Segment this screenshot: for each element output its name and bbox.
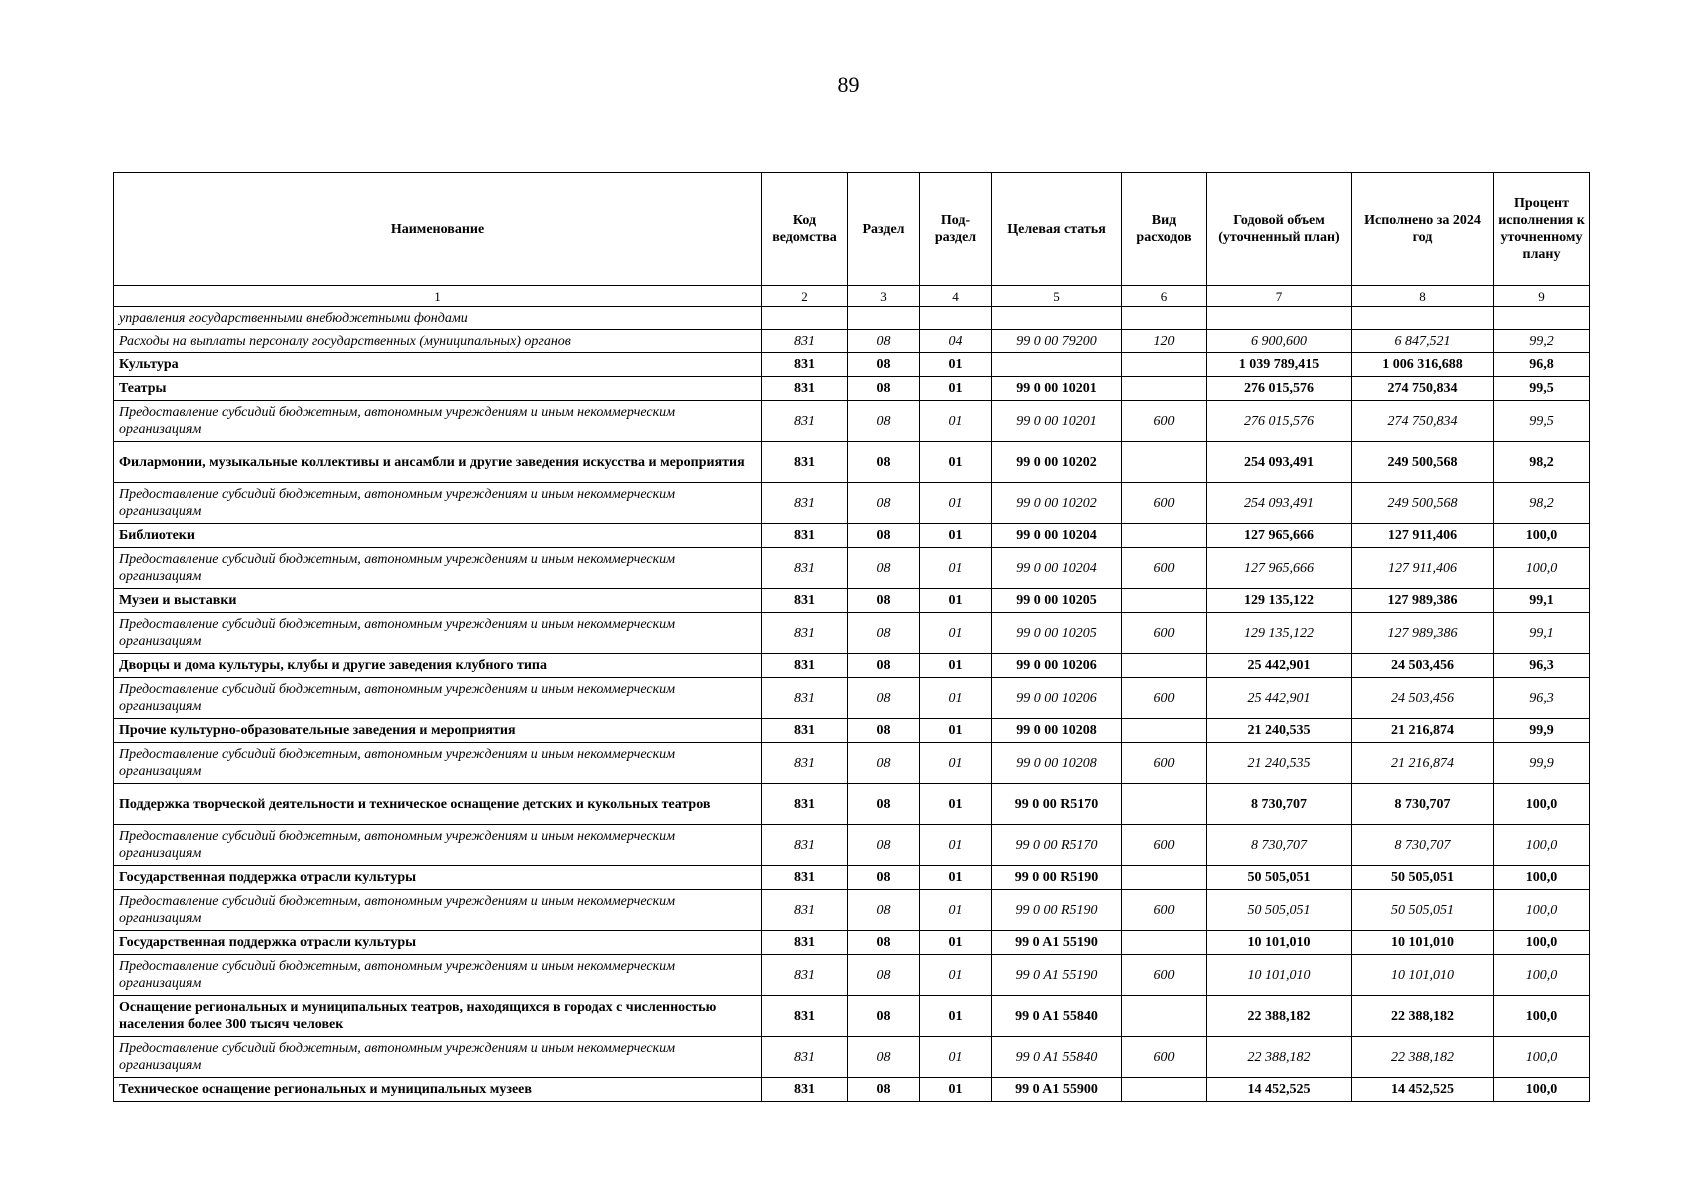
cell-pct: 99,1 — [1494, 589, 1590, 613]
cell-isp: 8 730,707 — [1352, 784, 1494, 825]
cell-vid — [1122, 442, 1207, 483]
cell-plan: 10 101,010 — [1207, 931, 1352, 955]
cell-plan: 276 015,576 — [1207, 377, 1352, 401]
cell-podrazdel: 01 — [920, 377, 992, 401]
header-vid: Вид расходов — [1122, 173, 1207, 286]
cell-name: Предоставление субсидий бюджетным, автономным учреждениям и иным некоммерческим организациям — [114, 483, 762, 524]
cell-name: Музеи и выставки — [114, 589, 762, 613]
cell-razdel: 08 — [848, 483, 920, 524]
cell-name: Предоставление субсидий бюджетным, автономным учреждениям и иным некоммерческим организациям — [114, 548, 762, 589]
table-row — [114, 678, 1590, 719]
cell-name: Предоставление субсидий бюджетным, автономным учреждениям и иным некоммерческим организациям — [114, 678, 762, 719]
cell-podrazdel: 01 — [920, 353, 992, 377]
cell-podrazdel: 01 — [920, 483, 992, 524]
cell-statya: 99 0 00 79200 — [992, 330, 1122, 353]
cell-name: Предоставление субсидий бюджетным, автономным учреждениям и иным некоммерческим организациям — [114, 743, 762, 784]
cell-kod — [762, 307, 848, 330]
cell-vid — [1122, 1078, 1207, 1102]
table-row — [114, 825, 1590, 866]
cell-vid — [1122, 784, 1207, 825]
table-row — [114, 353, 1590, 377]
cell-name: Дворцы и дома культуры, клубы и другие заведения клубного типа — [114, 654, 762, 678]
cell-podrazdel: 01 — [920, 613, 992, 654]
cell-vid: 600 — [1122, 955, 1207, 996]
cell-plan: 50 505,051 — [1207, 890, 1352, 931]
cell-vid: 600 — [1122, 548, 1207, 589]
cell-statya — [992, 353, 1122, 377]
cell-isp: 22 388,182 — [1352, 996, 1494, 1037]
table-row — [114, 330, 1590, 353]
cell-podrazdel: 01 — [920, 1078, 992, 1102]
cell-pct: 96,8 — [1494, 353, 1590, 377]
cell-isp: 50 505,051 — [1352, 890, 1494, 931]
cell-kod: 831 — [762, 890, 848, 931]
cell-kod: 831 — [762, 743, 848, 784]
table-row — [114, 307, 1590, 330]
page-number: 89 — [837, 72, 860, 97]
cell-pct: 99,5 — [1494, 377, 1590, 401]
header-isp: Исполнено за 2024 год — [1352, 173, 1494, 286]
cell-name: Филармонии, музыкальные коллективы и ансамбли и другие заведения искусства и мероприятия — [114, 442, 762, 483]
cell-plan: 129 135,122 — [1207, 589, 1352, 613]
cell-razdel: 08 — [848, 589, 920, 613]
cell-pct: 100,0 — [1494, 524, 1590, 548]
cell-pct: 100,0 — [1494, 996, 1590, 1037]
cell-plan: 14 452,525 — [1207, 1078, 1352, 1102]
cell-vid — [1122, 589, 1207, 613]
cell-razdel: 08 — [848, 890, 920, 931]
cell-kod: 831 — [762, 330, 848, 353]
cell-kod: 831 — [762, 1078, 848, 1102]
cell-podrazdel: 01 — [920, 784, 992, 825]
table-row — [114, 654, 1590, 678]
budget-table — [113, 172, 1590, 1102]
cell-pct: 98,2 — [1494, 483, 1590, 524]
cell-podrazdel: 01 — [920, 866, 992, 890]
cell-pct: 100,0 — [1494, 866, 1590, 890]
table-row — [114, 401, 1590, 442]
cell-kod: 831 — [762, 401, 848, 442]
cell-isp: 127 989,386 — [1352, 613, 1494, 654]
cell-kod: 831 — [762, 483, 848, 524]
cell-statya: 99 0 00 10208 — [992, 743, 1122, 784]
cell-statya: 99 0 00 R5190 — [992, 866, 1122, 890]
cell-plan: 22 388,182 — [1207, 996, 1352, 1037]
cell-statya: 99 0 00 10202 — [992, 483, 1122, 524]
cell-plan: 254 093,491 — [1207, 442, 1352, 483]
cell-plan: 22 388,182 — [1207, 1037, 1352, 1078]
cell-pct: 100,0 — [1494, 1078, 1590, 1102]
cell-pct: 100,0 — [1494, 931, 1590, 955]
cell-podrazdel: 01 — [920, 1037, 992, 1078]
table-row — [114, 524, 1590, 548]
cell-pct: 99,2 — [1494, 330, 1590, 353]
cell-statya — [992, 307, 1122, 330]
cell-razdel: 08 — [848, 442, 920, 483]
cell-razdel: 08 — [848, 996, 920, 1037]
table-row — [114, 931, 1590, 955]
cell-statya: 99 0 A1 55900 — [992, 1078, 1122, 1102]
cell-statya: 99 0 00 10201 — [992, 401, 1122, 442]
cell-razdel: 08 — [848, 1078, 920, 1102]
cell-statya: 99 0 00 10204 — [992, 548, 1122, 589]
cell-kod: 831 — [762, 955, 848, 996]
cell-isp: 6 847,521 — [1352, 330, 1494, 353]
cell-plan: 21 240,535 — [1207, 743, 1352, 784]
cell-pct: 98,2 — [1494, 442, 1590, 483]
cell-podrazdel: 01 — [920, 678, 992, 719]
cell-vid: 600 — [1122, 825, 1207, 866]
cell-isp: 127 989,386 — [1352, 589, 1494, 613]
cell-statya: 99 0 00 R5190 — [992, 890, 1122, 931]
cell-isp: 14 452,525 — [1352, 1078, 1494, 1102]
cell-plan: 129 135,122 — [1207, 613, 1352, 654]
cell-name: Поддержка творческой деятельности и техническое оснащение детских и кукольных театров — [114, 784, 762, 825]
column-number: 3 — [848, 286, 920, 307]
cell-vid: 600 — [1122, 1037, 1207, 1078]
cell-vid — [1122, 719, 1207, 743]
cell-name: Библиотеки — [114, 524, 762, 548]
cell-pct: 100,0 — [1494, 955, 1590, 996]
cell-podrazdel: 01 — [920, 548, 992, 589]
cell-plan: 10 101,010 — [1207, 955, 1352, 996]
cell-podrazdel: 01 — [920, 589, 992, 613]
table-row — [114, 955, 1590, 996]
cell-kod: 831 — [762, 548, 848, 589]
cell-name: Предоставление субсидий бюджетным, автономным учреждениям и иным некоммерческим организациям — [114, 1037, 762, 1078]
cell-vid: 120 — [1122, 330, 1207, 353]
table-row — [114, 483, 1590, 524]
cell-vid — [1122, 524, 1207, 548]
table-row — [114, 996, 1590, 1037]
cell-razdel: 08 — [848, 1037, 920, 1078]
table-row — [114, 743, 1590, 784]
cell-statya: 99 0 00 10202 — [992, 442, 1122, 483]
cell-isp: 10 101,010 — [1352, 931, 1494, 955]
cell-kod: 831 — [762, 678, 848, 719]
cell-podrazdel: 01 — [920, 743, 992, 784]
table-row — [114, 1037, 1590, 1078]
cell-kod: 831 — [762, 719, 848, 743]
cell-razdel: 08 — [848, 825, 920, 866]
cell-vid: 600 — [1122, 743, 1207, 784]
cell-plan: 1 039 789,415 — [1207, 353, 1352, 377]
cell-isp: 274 750,834 — [1352, 377, 1494, 401]
cell-podrazdel: 01 — [920, 931, 992, 955]
cell-razdel: 08 — [848, 784, 920, 825]
cell-name: Культура — [114, 353, 762, 377]
cell-vid: 600 — [1122, 890, 1207, 931]
cell-isp: 21 216,874 — [1352, 743, 1494, 784]
cell-pct: 100,0 — [1494, 890, 1590, 931]
cell-name: Предоставление субсидий бюджетным, автономным учреждениям и иным некоммерческим организациям — [114, 825, 762, 866]
cell-vid — [1122, 377, 1207, 401]
cell-name: Расходы на выплаты персоналу государственных (муниципальных) органов — [114, 330, 762, 353]
cell-kod: 831 — [762, 353, 848, 377]
cell-vid: 600 — [1122, 613, 1207, 654]
cell-statya: 99 0 00 10204 — [992, 524, 1122, 548]
cell-pct: 99,5 — [1494, 401, 1590, 442]
cell-name: Театры — [114, 377, 762, 401]
cell-kod: 831 — [762, 825, 848, 866]
cell-vid: 600 — [1122, 483, 1207, 524]
cell-kod: 831 — [762, 613, 848, 654]
table-row — [114, 442, 1590, 483]
cell-isp: 24 503,456 — [1352, 654, 1494, 678]
cell-name: Государственная поддержка отрасли культуры — [114, 931, 762, 955]
cell-vid — [1122, 353, 1207, 377]
cell-podrazdel — [920, 307, 992, 330]
cell-razdel: 08 — [848, 330, 920, 353]
column-number: 1 — [114, 286, 762, 307]
cell-isp: 127 911,406 — [1352, 548, 1494, 589]
cell-kod: 831 — [762, 866, 848, 890]
cell-razdel: 08 — [848, 353, 920, 377]
table-row — [114, 890, 1590, 931]
header-pct: Процент исполнения к уточненному плану — [1494, 173, 1590, 286]
column-number: 4 — [920, 286, 992, 307]
cell-isp: 24 503,456 — [1352, 678, 1494, 719]
cell-plan: 6 900,600 — [1207, 330, 1352, 353]
cell-podrazdel: 01 — [920, 442, 992, 483]
cell-isp: 274 750,834 — [1352, 401, 1494, 442]
cell-vid — [1122, 654, 1207, 678]
cell-vid: 600 — [1122, 678, 1207, 719]
cell-podrazdel: 01 — [920, 524, 992, 548]
cell-podrazdel: 01 — [920, 996, 992, 1037]
cell-podrazdel: 01 — [920, 825, 992, 866]
cell-pct: 100,0 — [1494, 1037, 1590, 1078]
table-row — [114, 719, 1590, 743]
cell-pct: 99,9 — [1494, 719, 1590, 743]
table-row — [114, 377, 1590, 401]
cell-isp: 10 101,010 — [1352, 955, 1494, 996]
cell-name: Предоставление субсидий бюджетным, автономным учреждениям и иным некоммерческим организациям — [114, 955, 762, 996]
cell-plan: 21 240,535 — [1207, 719, 1352, 743]
cell-isp: 1 006 316,688 — [1352, 353, 1494, 377]
cell-pct: 99,9 — [1494, 743, 1590, 784]
cell-pct: 100,0 — [1494, 784, 1590, 825]
table-row — [114, 613, 1590, 654]
cell-isp: 22 388,182 — [1352, 1037, 1494, 1078]
cell-podrazdel: 01 — [920, 654, 992, 678]
column-number: 9 — [1494, 286, 1590, 307]
cell-statya: 99 0 00 10205 — [992, 589, 1122, 613]
cell-name: Прочие культурно-образовательные заведения и мероприятия — [114, 719, 762, 743]
cell-statya: 99 0 00 10206 — [992, 654, 1122, 678]
column-number: 6 — [1122, 286, 1207, 307]
cell-statya: 99 0 00 10201 — [992, 377, 1122, 401]
cell-name: Оснащение региональных и муниципальных театров, находящихся в городах с численностью населения более 300 тысяч человек — [114, 996, 762, 1037]
cell-razdel: 08 — [848, 678, 920, 719]
cell-isp: 249 500,568 — [1352, 442, 1494, 483]
cell-pct: 100,0 — [1494, 825, 1590, 866]
cell-kod: 831 — [762, 589, 848, 613]
cell-kod: 831 — [762, 524, 848, 548]
cell-plan: 127 965,666 — [1207, 548, 1352, 589]
cell-name: Техническое оснащение региональных и муниципальных музеев — [114, 1078, 762, 1102]
column-number: 7 — [1207, 286, 1352, 307]
cell-kod: 831 — [762, 784, 848, 825]
table-row — [114, 784, 1590, 825]
cell-podrazdel: 04 — [920, 330, 992, 353]
cell-razdel: 08 — [848, 743, 920, 784]
cell-isp: 127 911,406 — [1352, 524, 1494, 548]
cell-razdel — [848, 307, 920, 330]
cell-razdel: 08 — [848, 377, 920, 401]
cell-razdel: 08 — [848, 613, 920, 654]
column-number: 8 — [1352, 286, 1494, 307]
cell-plan: 8 730,707 — [1207, 784, 1352, 825]
cell-statya: 99 0 A1 55190 — [992, 955, 1122, 996]
cell-kod: 831 — [762, 442, 848, 483]
column-numbers-row — [114, 286, 1590, 307]
header-statya: Целевая статья — [992, 173, 1122, 286]
cell-podrazdel: 01 — [920, 890, 992, 931]
cell-isp: 50 505,051 — [1352, 866, 1494, 890]
header-kod: Код ведомства — [762, 173, 848, 286]
cell-statya: 99 0 A1 55840 — [992, 1037, 1122, 1078]
cell-statya: 99 0 A1 55840 — [992, 996, 1122, 1037]
cell-isp: 21 216,874 — [1352, 719, 1494, 743]
table-row — [114, 589, 1590, 613]
table-row — [114, 1078, 1590, 1102]
cell-name: Предоставление субсидий бюджетным, автономным учреждениям и иным некоммерческим организациям — [114, 401, 762, 442]
column-number: 2 — [762, 286, 848, 307]
cell-kod: 831 — [762, 931, 848, 955]
cell-pct: 96,3 — [1494, 678, 1590, 719]
cell-razdel: 08 — [848, 524, 920, 548]
cell-name: Предоставление субсидий бюджетным, автономным учреждениям и иным некоммерческим организациям — [114, 890, 762, 931]
cell-razdel: 08 — [848, 931, 920, 955]
cell-isp — [1352, 307, 1494, 330]
cell-vid — [1122, 931, 1207, 955]
cell-pct: 99,1 — [1494, 613, 1590, 654]
cell-podrazdel: 01 — [920, 719, 992, 743]
header-podrazdel: Под-раздел — [920, 173, 992, 286]
cell-razdel: 08 — [848, 955, 920, 996]
cell-name: Предоставление субсидий бюджетным, автономным учреждениям и иным некоммерческим организациям — [114, 613, 762, 654]
cell-plan: 25 442,901 — [1207, 678, 1352, 719]
cell-podrazdel: 01 — [920, 955, 992, 996]
cell-name: управления государственными внебюджетными фондами — [114, 307, 762, 330]
cell-statya: 99 0 A1 55190 — [992, 931, 1122, 955]
cell-kod: 831 — [762, 996, 848, 1037]
header-plan: Годовой объем (уточненный план) — [1207, 173, 1352, 286]
cell-plan: 8 730,707 — [1207, 825, 1352, 866]
cell-plan: 25 442,901 — [1207, 654, 1352, 678]
cell-kod: 831 — [762, 377, 848, 401]
cell-name: Государственная поддержка отрасли культуры — [114, 866, 762, 890]
cell-razdel: 08 — [848, 654, 920, 678]
cell-statya: 99 0 00 10206 — [992, 678, 1122, 719]
cell-plan — [1207, 307, 1352, 330]
table-row — [114, 548, 1590, 589]
cell-razdel: 08 — [848, 719, 920, 743]
cell-pct: 96,3 — [1494, 654, 1590, 678]
cell-vid — [1122, 996, 1207, 1037]
cell-razdel: 08 — [848, 401, 920, 442]
cell-kod: 831 — [762, 654, 848, 678]
cell-statya: 99 0 00 R5170 — [992, 825, 1122, 866]
cell-statya: 99 0 00 10208 — [992, 719, 1122, 743]
cell-plan: 276 015,576 — [1207, 401, 1352, 442]
cell-razdel: 08 — [848, 866, 920, 890]
cell-isp: 8 730,707 — [1352, 825, 1494, 866]
cell-plan: 127 965,666 — [1207, 524, 1352, 548]
column-number: 5 — [992, 286, 1122, 307]
cell-pct: 100,0 — [1494, 548, 1590, 589]
cell-kod: 831 — [762, 1037, 848, 1078]
header-razdel: Раздел — [848, 173, 920, 286]
table-row — [114, 866, 1590, 890]
header-name: Наименование — [114, 173, 762, 286]
cell-plan: 50 505,051 — [1207, 866, 1352, 890]
cell-vid: 600 — [1122, 401, 1207, 442]
cell-vid — [1122, 307, 1207, 330]
header-row — [114, 173, 1590, 286]
cell-statya: 99 0 00 R5170 — [992, 784, 1122, 825]
cell-statya: 99 0 00 10205 — [992, 613, 1122, 654]
cell-vid — [1122, 866, 1207, 890]
cell-podrazdel: 01 — [920, 401, 992, 442]
cell-pct — [1494, 307, 1590, 330]
cell-razdel: 08 — [848, 548, 920, 589]
cell-plan: 254 093,491 — [1207, 483, 1352, 524]
cell-isp: 249 500,568 — [1352, 483, 1494, 524]
